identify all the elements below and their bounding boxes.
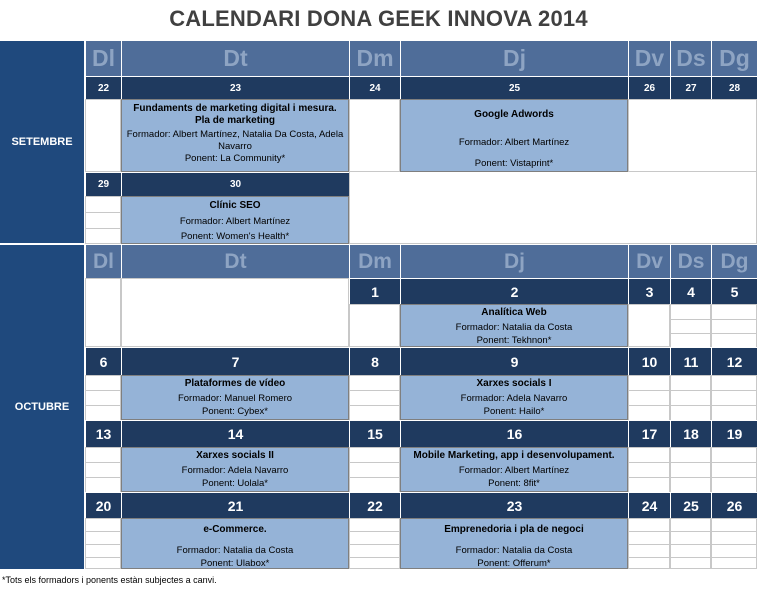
event-formador: Formador: Albert Martínez (458, 137, 570, 148)
empty-cell (670, 477, 711, 492)
empty-cell (628, 477, 670, 492)
day-number: 9 (400, 348, 628, 375)
empty-cell (85, 518, 121, 531)
empty-cell (85, 212, 121, 228)
event-title: Google Adwords (474, 109, 554, 120)
empty-cell (349, 518, 400, 531)
event-formador: Formador: Albert Martínez, Natalia Da Costa, Adela Navarro (126, 129, 344, 152)
empty-cell (711, 462, 757, 477)
empty-cell (349, 375, 400, 390)
calendar-title: CALENDARI DONA GEEK INNOVA 2014 (169, 6, 588, 31)
day-number: 25 (400, 77, 628, 99)
empty-cell (85, 278, 121, 347)
empty-cell (711, 531, 757, 544)
day-header-ds: Ds (670, 244, 711, 278)
event-title: Mobile Marketing, app i desenvolupament. (413, 450, 615, 461)
event-ponent: Ponent: Uolala* (201, 478, 269, 489)
day-number: 29 (85, 173, 121, 196)
empty-cell (670, 531, 711, 544)
day-number: 17 (628, 421, 670, 447)
empty-cell (670, 319, 711, 333)
day-number: 7 (121, 348, 349, 375)
day-number: 27 (670, 77, 711, 99)
day-number: 10 (628, 348, 670, 375)
day-number: 15 (349, 421, 400, 447)
day-number: 25 (670, 493, 711, 518)
empty-cell (349, 557, 400, 569)
empty-cell (349, 477, 400, 492)
day-header-dt: Dt (121, 244, 349, 278)
empty-cell (670, 333, 711, 347)
empty-cell (670, 544, 711, 557)
event-formador: Formador: Natalia da Costa (455, 322, 573, 333)
month-label-setembre (0, 41, 85, 243)
empty-cell (628, 390, 670, 405)
empty-cell (349, 531, 400, 544)
empty-cell (670, 405, 711, 420)
empty-cell (711, 375, 757, 390)
empty-cell (85, 462, 121, 477)
empty-cell (121, 278, 349, 347)
day-number: 21 (121, 493, 349, 518)
empty-cell (85, 405, 121, 420)
day-header-dj: Dj (400, 244, 628, 278)
event-ponent: Ponent: La Community* (184, 153, 286, 164)
empty-cell (628, 447, 670, 462)
day-header-dg: Dg (711, 244, 757, 278)
day-header-ds: Ds (670, 41, 711, 76)
empty-cell (85, 557, 121, 569)
event-formador: Formador: Albert Martínez (458, 465, 570, 476)
day-number: 18 (670, 421, 711, 447)
month-name: OCTUBRE (14, 401, 70, 413)
day-number: 22 (85, 77, 121, 99)
event-formador: Formador: Adela Navarro (181, 465, 289, 476)
event-ponent: Ponent: Hailo* (483, 406, 545, 417)
day-number: 26 (711, 493, 757, 518)
day-header-dv: Dv (628, 244, 670, 278)
day-header-dj: Dj (400, 41, 628, 76)
event-ponent: Ponent: Women's Health* (180, 231, 290, 242)
day-number: 20 (85, 493, 121, 518)
event-sep30[interactable] (121, 196, 349, 244)
empty-cell (349, 544, 400, 557)
event-title: Emprenedoria i pla de negoci (444, 524, 584, 535)
event-title: Clínic SEO (209, 200, 261, 211)
day-number: 13 (85, 421, 121, 447)
empty-cell (628, 544, 670, 557)
event-title: Xarxes socials II (196, 450, 274, 461)
month-label-octubre (0, 244, 85, 569)
empty-cell (711, 544, 757, 557)
event-title: Plataformes de vídeo (184, 378, 286, 389)
event-oct7[interactable] (121, 375, 349, 420)
day-number: 5 (711, 279, 757, 304)
event-title: Fundaments de marketing digital i mesura. Pla de marketing (133, 103, 337, 126)
day-header-dt: Dt (121, 41, 349, 76)
empty-cell (711, 304, 757, 319)
day-number: 30 (121, 173, 349, 196)
event-ponent: Ponent: Tekhnon* (476, 335, 552, 346)
day-number: 22 (349, 493, 400, 518)
empty-cell (711, 477, 757, 492)
empty-cell (85, 531, 121, 544)
empty-cell (628, 531, 670, 544)
event-formador: Formador: Natalia da Costa (176, 545, 294, 556)
day-number: 12 (711, 348, 757, 375)
event-ponent: Ponent: Cybex* (201, 406, 268, 417)
event-oct14[interactable] (121, 447, 349, 492)
empty-cell (85, 544, 121, 557)
day-number: 8 (349, 348, 400, 375)
empty-cell (85, 228, 121, 244)
event-title: Analítica Web (481, 307, 547, 318)
event-oct2[interactable] (400, 304, 628, 347)
empty-cell (349, 390, 400, 405)
event-sep25[interactable] (400, 99, 628, 172)
day-number: 26 (628, 77, 670, 99)
day-number: 23 (121, 77, 349, 99)
day-number: 6 (85, 348, 121, 375)
event-formador: Formador: Natalia da Costa (455, 545, 573, 556)
day-number: 24 (349, 77, 400, 99)
empty-cell (349, 172, 757, 244)
empty-cell (628, 518, 670, 531)
day-number: 23 (400, 493, 628, 518)
day-number: 16 (400, 421, 628, 447)
event-formador: Formador: Albert Martínez (179, 216, 291, 227)
day-header-dl: Dl (85, 244, 121, 278)
day-header-dl: Dl (85, 41, 121, 76)
event-formador: Formador: Adela Navarro (460, 393, 568, 404)
empty-cell (711, 319, 757, 333)
empty-cell (628, 405, 670, 420)
event-oct21[interactable] (121, 518, 349, 569)
empty-cell (628, 304, 670, 347)
month-name: SETEMBRE (11, 136, 73, 148)
empty-cell (85, 99, 121, 172)
footnote: *Tots els formadors i ponents estàn subjectes a canvi. (2, 575, 217, 585)
empty-cell (349, 447, 400, 462)
empty-cell (628, 557, 670, 569)
event-title: e-Commerce. (203, 524, 267, 535)
day-header-dv: Dv (628, 41, 670, 76)
empty-cell (670, 304, 711, 319)
empty-cell (628, 375, 670, 390)
event-ponent: Ponent: Ulabox* (200, 558, 270, 569)
empty-cell (85, 477, 121, 492)
event-oct16[interactable] (400, 447, 628, 492)
event-oct9[interactable] (400, 375, 628, 420)
event-ponent: Ponent: Offerum* (477, 558, 551, 569)
day-number: 4 (670, 279, 711, 304)
empty-cell (670, 375, 711, 390)
day-number: 19 (711, 421, 757, 447)
event-ponent: Ponent: Vistaprint* (474, 158, 554, 169)
empty-cell (711, 557, 757, 569)
day-number: 14 (121, 421, 349, 447)
day-header-dm: Dm (349, 41, 400, 76)
empty-cell (711, 333, 757, 347)
empty-cell (349, 405, 400, 420)
empty-cell (349, 99, 400, 172)
empty-cell (670, 390, 711, 405)
event-ponent: Ponent: 8fit* (488, 478, 540, 489)
empty-cell (349, 462, 400, 477)
event-sep23[interactable] (121, 99, 349, 172)
empty-cell (670, 447, 711, 462)
empty-cell (349, 304, 400, 347)
empty-cell (628, 99, 757, 172)
empty-cell (85, 447, 121, 462)
empty-cell (711, 390, 757, 405)
day-header-dg: Dg (711, 41, 757, 76)
event-oct23[interactable] (400, 518, 628, 569)
event-title: Xarxes socials I (476, 378, 552, 389)
empty-cell (85, 375, 121, 390)
empty-cell (628, 462, 670, 477)
empty-cell (85, 390, 121, 405)
event-formador: Formador: Manuel Romero (177, 393, 293, 404)
empty-cell (670, 557, 711, 569)
empty-cell (711, 447, 757, 462)
empty-cell (670, 462, 711, 477)
empty-cell (670, 518, 711, 531)
empty-cell (85, 196, 121, 212)
day-number: 1 (349, 279, 400, 304)
empty-cell (711, 405, 757, 420)
day-number: 11 (670, 348, 711, 375)
empty-cell (711, 518, 757, 531)
day-header-dm: Dm (349, 244, 400, 278)
day-number: 28 (711, 77, 757, 99)
day-number: 24 (628, 493, 670, 518)
day-number: 3 (628, 279, 670, 304)
day-number: 2 (400, 279, 628, 304)
